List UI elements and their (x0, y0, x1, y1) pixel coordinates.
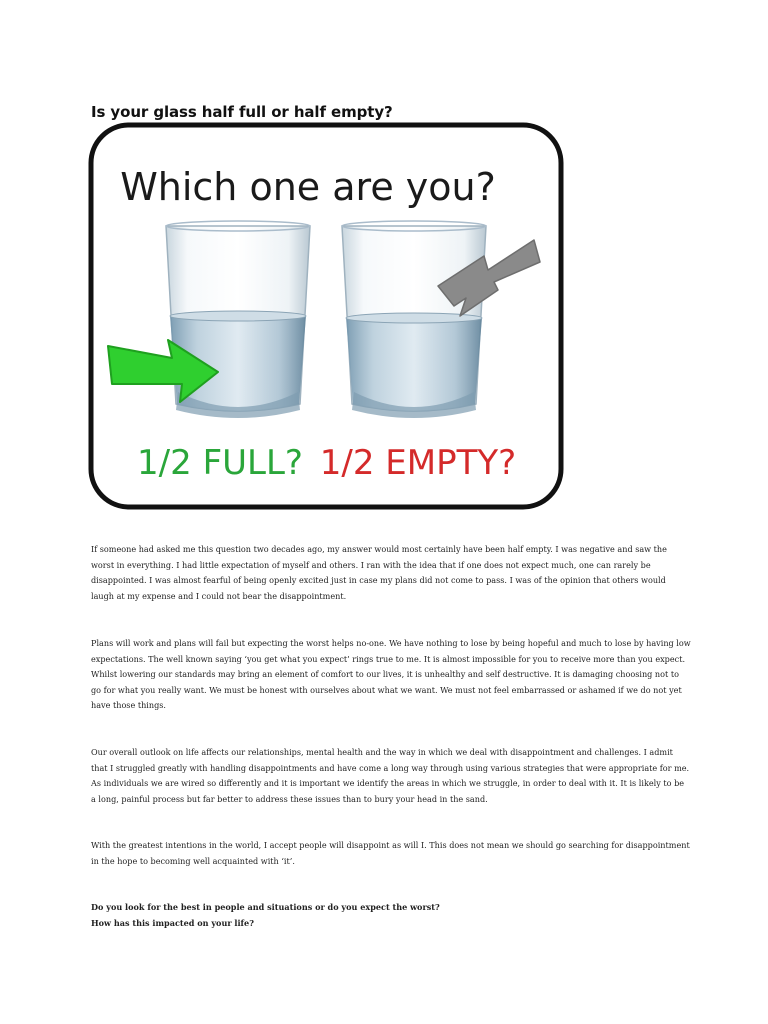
glass-illustration (88, 122, 564, 510)
paragraph-2 (91, 636, 691, 714)
paragraph-text: Plans will work and plans will fail but expecting the worst helps no-one. We have nothing to lose by being hopeful and much to lose by having low expectations. The well known saying ‘you get what you expect’ rings true to me. It is almost impossible for you to receive more than you expect. Whilst lowering our standards may bring an element of comfort to our lives, it is unhealthy and self destructive. It is damaging choosing not to go for what you really want. We must be honest with ourselves about what we want. We must not feel embarrassed or ashamed if we do not yet have those things. (91, 638, 691, 711)
empty-glass (342, 221, 486, 418)
half-full-label: 1/2 FULL? (137, 443, 303, 483)
half-empty-label: 1/2 EMPTY? (319, 443, 517, 483)
paragraph-1 (91, 542, 691, 604)
paragraph-text: With the greatest intentions in the world, I accept people will disappoint as will I. This does not mean we should go searching for disappointment in the hope to becoming well acquainted with ‘it’. (91, 840, 690, 866)
paragraph-4 (91, 838, 691, 869)
paragraph-3 (91, 745, 691, 807)
question-1: Do you look for the best in people and situations or do you expect the worst? (91, 902, 440, 912)
paragraph-text: If someone had asked me this question two decades ago, my answer would most certainly have been half empty. I was negative and saw the worst in everything. I had little expectation of myself and others. I ran with the idea that if one does not expect much, one can rarely be disappointed. I was almost fearful of being openly excited just in case my plans did not come to pass. I was of the opinion that others would laugh at my expense and I could not bear the disappointment. (91, 544, 667, 601)
question-2: How has this impacted on your life? (91, 917, 254, 928)
image-question: Which one are you? (120, 165, 496, 209)
paragraph-text: Our overall outlook on life affects our relationships, mental health and the way in which we deal with disappointment and challenges. I admit that I struggled greatly with handling disappointments and have come a long way through using various strategies that were appropriate for me. As individuals we are wired so differently and it is important we identify the areas in which we struggle, in order to deal with it. It is likely to be a long, painful process but far better to address these issues than to bury your head in the sand. (91, 747, 690, 804)
closing-questions (91, 900, 691, 931)
page-title: Is your glass half full or half empty? (91, 103, 393, 121)
